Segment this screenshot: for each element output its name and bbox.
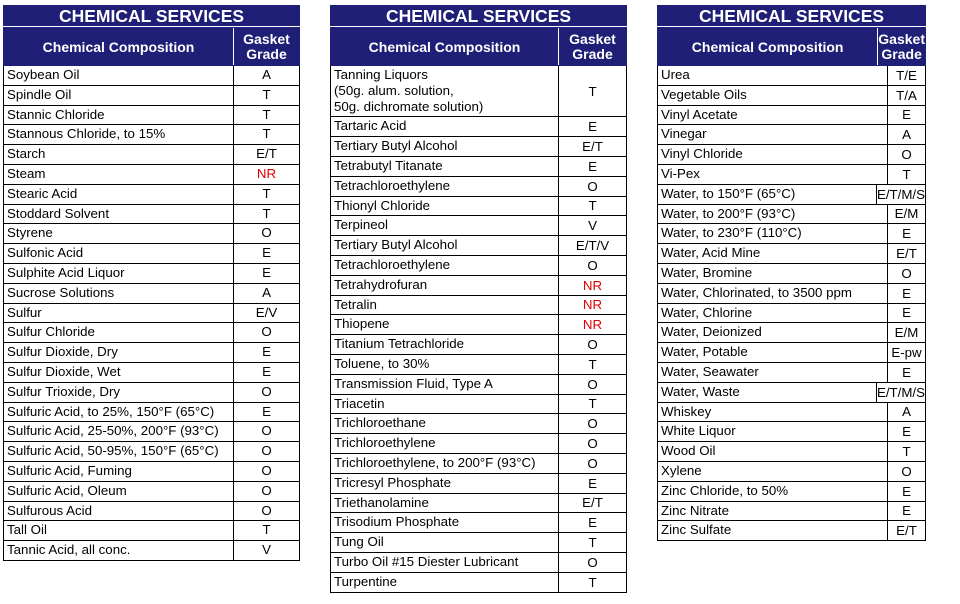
gasket-grade-cell: E [262, 363, 271, 379]
chemical-name-cell: Stearic Acid [4, 185, 234, 204]
gasket-grade-cell: T [588, 535, 597, 551]
chemical-name-cell: Tetrachloroethylene [331, 177, 559, 196]
chemical-name-cell: Sulfuric Acid, 25-50%, 200°F (93°C) [4, 422, 234, 441]
chemical-name-cell: Thionyl Chloride [331, 197, 559, 216]
table-row [331, 216, 626, 236]
table-row [658, 244, 925, 264]
gasket-grade-cell: E/T [896, 246, 917, 262]
chemical-name-cell: Sulfonic Acid [4, 244, 234, 263]
table-row [4, 86, 299, 106]
gasket-grade-cell: E [262, 403, 271, 419]
gasket-grade-cell: A [902, 127, 911, 143]
chemical-name-cell: Trichloroethylene, to 200°F (93°C) [331, 454, 559, 473]
gasket-grade-cell: E/M [894, 206, 919, 222]
gasket-grade-cell: O [587, 436, 598, 452]
gasket-grade-cell: E/T [896, 523, 917, 539]
table-header [3, 27, 300, 66]
gasket-grade-cell: T [588, 356, 597, 372]
chemical-name-cell: Sulfuric Acid, Fuming [4, 462, 234, 481]
chemical-name-cell: Starch [4, 145, 234, 164]
gasket-grade-cell: E/T/M/S [876, 384, 925, 400]
table-row [658, 66, 925, 86]
gasket-grade-cell: E/V [255, 304, 278, 320]
table-row [4, 343, 299, 363]
gasket-grade-cell: T [902, 166, 911, 182]
gasket-grade-cell: NR [256, 165, 277, 181]
table-row [331, 236, 626, 256]
gasket-grade-cell: O [261, 482, 272, 498]
gasket-grade-cell: E/T/V [575, 238, 610, 254]
table-row [4, 205, 299, 225]
chemical-name-cell: Tetralin [331, 296, 559, 315]
table-row [658, 185, 925, 205]
gasket-grade-cell: E [902, 226, 911, 242]
chemical-name-cell: Sulfuric Acid, Oleum [4, 482, 234, 501]
table-row [4, 125, 299, 145]
chemical-name-cell: Tartaric Acid [331, 117, 559, 136]
gasket-grade-cell: T [588, 198, 597, 214]
chemical-name-cell: Tannic Acid, all conc. [4, 541, 234, 560]
chemical-name-cell: Tertiary Butyl Alcohol [331, 137, 559, 156]
col-header-composition: Chemical Composition [658, 28, 878, 65]
gasket-grade-cell: O [587, 337, 598, 353]
gasket-grade-cell: T [262, 205, 271, 221]
gasket-grade-cell: O [901, 147, 912, 163]
table-row [4, 244, 299, 264]
table-row [4, 541, 299, 561]
gasket-grade-cell: E [902, 483, 911, 499]
table-row [658, 304, 925, 324]
table-row [658, 323, 925, 343]
table-row [331, 355, 626, 375]
gasket-grade-cell: V [588, 218, 597, 234]
gasket-grade-cell: O [261, 324, 272, 340]
gasket-grade-cell: E [588, 119, 597, 135]
gasket-grade-cell: E [902, 364, 911, 380]
gasket-grade-cell: E/T [582, 495, 603, 511]
gasket-grade-cell: O [261, 502, 272, 518]
chemical-name-cell: Stannous Chloride, to 15% [4, 125, 234, 144]
gasket-grade-cell: T [262, 185, 271, 201]
gasket-grade-cell: T [588, 83, 597, 99]
table-title: CHEMICAL SERVICES [330, 5, 627, 26]
gasket-grade-cell: E [902, 107, 911, 123]
table-row [331, 276, 626, 296]
table-header [330, 27, 627, 66]
chemical-name-cell: Whiskey [658, 403, 888, 422]
chemical-name-cell: Water, Potable [658, 343, 888, 362]
gasket-grade-cell: O [587, 376, 598, 392]
gasket-grade-cell: E/T [582, 139, 603, 155]
chemical-name-cell: Styrene [4, 224, 234, 243]
gasket-grade-cell: E [262, 245, 271, 261]
table-row [4, 363, 299, 383]
chemical-name-cell: Water, Chlorinated, to 3500 ppm [658, 284, 888, 303]
table-row [331, 494, 626, 514]
col-header-composition: Chemical Composition [331, 28, 559, 65]
table-row [658, 442, 925, 462]
chemical-name-cell: Stoddard Solvent [4, 205, 234, 224]
gasket-grade-cell: NR [582, 317, 603, 333]
chemical-name-cell: Soybean Oil [4, 66, 234, 85]
gasket-grade-cell: E [262, 264, 271, 280]
chemical-name-cell: Water, Deionized [658, 323, 888, 342]
table-row [658, 482, 925, 502]
gasket-grade-cell: E/T/M/S [876, 186, 925, 202]
gasket-grade-cell: O [587, 178, 598, 194]
table-row [331, 117, 626, 137]
table-row [4, 502, 299, 522]
chemical-name-cell: Vinyl Chloride [658, 145, 888, 164]
gasket-grade-cell: O [587, 554, 598, 570]
chemical-name-cell: Triethanolamine [331, 494, 559, 513]
chemical-name-cell: Toluene, to 30% [331, 355, 559, 374]
gasket-grade-cell: T [588, 574, 597, 590]
table-row [331, 66, 626, 117]
gasket-grade-cell: T [262, 86, 271, 102]
table-title: CHEMICAL SERVICES [657, 5, 926, 26]
gasket-grade-cell: T/E [896, 67, 917, 83]
chemical-name-cell: Titanium Tetrachloride [331, 335, 559, 354]
chemical-name-cell: Vi-Pex [658, 165, 888, 184]
gasket-grade-cell: T [588, 396, 597, 412]
chemical-name-cell: Tall Oil [4, 521, 234, 540]
gasket-grade-cell: O [261, 423, 272, 439]
gasket-grade-cell: T [262, 106, 271, 122]
gasket-grade-cell: NR [582, 277, 603, 293]
chemical-name-cell: Steam [4, 165, 234, 184]
gasket-grade-cell: V [262, 542, 271, 558]
table-row [4, 482, 299, 502]
table-row [658, 224, 925, 244]
col-header-grade: Gasket Grade [878, 30, 925, 62]
chemical-name-cell: Water, Waste [658, 383, 877, 402]
chemical-name-cell: Zinc Chloride, to 50% [658, 482, 888, 501]
gasket-grade-cell: O [587, 416, 598, 432]
table-row [4, 165, 299, 185]
chemical-name-cell: Tung Oil [331, 533, 559, 552]
table-row [658, 383, 925, 403]
table-row [331, 256, 626, 276]
table-row [658, 422, 925, 442]
chemical-name-cell: White Liquor [658, 422, 888, 441]
table-row [658, 403, 925, 423]
chemical-name-cell: Trisodium Phosphate [331, 513, 559, 532]
table-row [658, 106, 925, 126]
table-body [3, 66, 300, 561]
table-row [658, 343, 925, 363]
chemical-name-cell: Xylene [658, 462, 888, 481]
gasket-grade-cell: A [902, 404, 911, 420]
chemical-name-cell: Sulfuric Acid, to 25%, 150°F (65°C) [4, 403, 234, 422]
table-row [331, 533, 626, 553]
chemical-name-cell: Sulfurous Acid [4, 502, 234, 521]
gasket-grade-cell: E [588, 158, 597, 174]
table-row [658, 264, 925, 284]
chemical-name-cell: Sulfur Dioxide, Wet [4, 363, 234, 382]
gasket-grade-cell: O [261, 443, 272, 459]
table-row [331, 513, 626, 533]
chemical-name-cell: Water, to 150°F (65°C) [658, 185, 877, 204]
chemical-name-cell: Urea [658, 66, 888, 85]
gasket-grade-cell: O [261, 462, 272, 478]
chemical-name-cell: Stannic Chloride [4, 106, 234, 125]
chemical-name-cell: Zinc Sulfate [658, 521, 888, 540]
gasket-grade-cell: E [588, 515, 597, 531]
table-row [4, 521, 299, 541]
chemical-name-cell: Water, to 200°F (93°C) [658, 205, 888, 224]
table-row [658, 205, 925, 225]
table-title: CHEMICAL SERVICES [3, 5, 300, 26]
table-row [331, 137, 626, 157]
chemical-name-cell: Tetrachloroethylene [331, 256, 559, 275]
table-row [658, 284, 925, 304]
table-row [4, 403, 299, 423]
table-row [331, 434, 626, 454]
chemical-name-cell: Zinc Nitrate [658, 502, 888, 521]
gasket-grade-cell: O [901, 265, 912, 281]
chemical-name-cell: Tertiary Butyl Alcohol [331, 236, 559, 255]
gasket-grade-cell: E [902, 305, 911, 321]
chemical-name-cell: Thiopene [331, 315, 559, 334]
table-row [331, 375, 626, 395]
chemical-name-cell: Tetrahydrofuran [331, 276, 559, 295]
gasket-grade-cell: E [902, 285, 911, 301]
table-row [331, 157, 626, 177]
gasket-grade-cell: T/A [896, 87, 917, 103]
gasket-grade-cell: E-pw [891, 345, 922, 361]
chemical-name-cell: Triacetin [331, 395, 559, 414]
gasket-grade-cell: E/M [894, 325, 919, 341]
table-row [331, 177, 626, 197]
chemical-name-cell: Trichloroethane [331, 414, 559, 433]
gasket-grade-cell: A [262, 67, 271, 82]
table-row [331, 414, 626, 434]
table-row [4, 304, 299, 324]
col-header-grade: Gasket Grade [243, 30, 290, 62]
chemical-name-cell: Tricresyl Phosphate [331, 474, 559, 493]
chemical-name-cell: Vinegar [658, 125, 888, 144]
table-header [657, 27, 926, 66]
table-row [331, 454, 626, 474]
chemical-name-cell: Turpentine [331, 573, 559, 592]
table-row [331, 296, 626, 316]
table-row [4, 145, 299, 165]
table-row [4, 422, 299, 442]
gasket-grade-cell: NR [582, 297, 603, 313]
chemical-name-cell: Water, Acid Mine [658, 244, 888, 263]
chemical-name-cell: Terpineol [331, 216, 559, 235]
chemical-name-cell: Spindle Oil [4, 86, 234, 105]
chemical-name-cell: Water, to 230°F (110°C) [658, 224, 888, 243]
table-row [331, 395, 626, 415]
gasket-grade-cell: E/T [256, 146, 277, 162]
chemical-services-table-2 [330, 5, 627, 593]
chemical-name-cell: Vinyl Acetate [658, 106, 888, 125]
table-row [4, 462, 299, 482]
table-row [4, 66, 299, 86]
chemical-name-cell: Water, Seawater [658, 363, 888, 382]
table-row [4, 185, 299, 205]
chemical-name-cell: Trichloroethylene [331, 434, 559, 453]
table-row [4, 224, 299, 244]
chemical-name-cell: Water, Bromine [658, 264, 888, 283]
gasket-grade-cell: T [902, 444, 911, 460]
chemical-name-cell: Sulfuric Acid, 50-95%, 150°F (65°C) [4, 442, 234, 461]
chemical-services-table-1 [3, 5, 300, 561]
table-row [331, 553, 626, 573]
gasket-grade-cell: O [261, 225, 272, 241]
table-row [658, 86, 925, 106]
table-body [330, 66, 627, 593]
col-header-composition: Chemical Composition [4, 28, 234, 65]
gasket-grade-cell: E [902, 503, 911, 519]
table-row [4, 323, 299, 343]
table-row [331, 197, 626, 217]
table-row [331, 573, 626, 593]
gasket-grade-cell: T [262, 126, 271, 142]
table-row [658, 165, 925, 185]
table-row [4, 264, 299, 284]
table-row [658, 363, 925, 383]
gasket-grade-cell: E [902, 424, 911, 440]
chemical-name-cell: Water, Chlorine [658, 304, 888, 323]
chemical-name-cell: Sucrose Solutions [4, 284, 234, 303]
table-row [658, 462, 925, 482]
chemical-name-cell: Sulfur [4, 304, 234, 323]
table-row [4, 106, 299, 126]
table-row [4, 383, 299, 403]
chemical-name-cell: Tetrabutyl Titanate [331, 157, 559, 176]
chemical-name-cell: Sulfur Chloride [4, 323, 234, 342]
table-row [331, 335, 626, 355]
chemical-name-cell: Sulphite Acid Liquor [4, 264, 234, 283]
table-body [657, 66, 926, 541]
gasket-grade-cell: A [262, 284, 271, 300]
col-header-grade: Gasket Grade [569, 30, 616, 62]
table-row [658, 145, 925, 165]
gasket-grade-cell: O [587, 257, 598, 273]
gasket-grade-cell: O [901, 463, 912, 479]
chemical-name-cell: Sulfur Dioxide, Dry [4, 343, 234, 362]
chemical-name-cell: Vegetable Oils [658, 86, 888, 105]
table-row [4, 442, 299, 462]
gasket-grade-cell: E [262, 344, 271, 360]
gasket-grade-cell: O [261, 383, 272, 399]
table-row [658, 502, 925, 522]
chemical-name-cell: Transmission Fluid, Type A [331, 375, 559, 394]
chemical-name-cell: Tanning Liquors (50g. alum. solution, 50g. dichromate solution) [331, 66, 559, 116]
table-row [331, 474, 626, 494]
chemical-services-table-3 [657, 5, 926, 541]
gasket-grade-cell: E [588, 475, 597, 491]
gasket-grade-cell: T [262, 522, 271, 538]
chemical-name-cell: Sulfur Trioxide, Dry [4, 383, 234, 402]
chemical-name-cell: Turbo Oil #15 Diester Lubricant [331, 553, 559, 572]
table-row [331, 315, 626, 335]
chemical-name-cell: Wood Oil [658, 442, 888, 461]
gasket-grade-cell: O [587, 455, 598, 471]
table-row [658, 521, 925, 541]
table-row [658, 125, 925, 145]
table-row [4, 284, 299, 304]
